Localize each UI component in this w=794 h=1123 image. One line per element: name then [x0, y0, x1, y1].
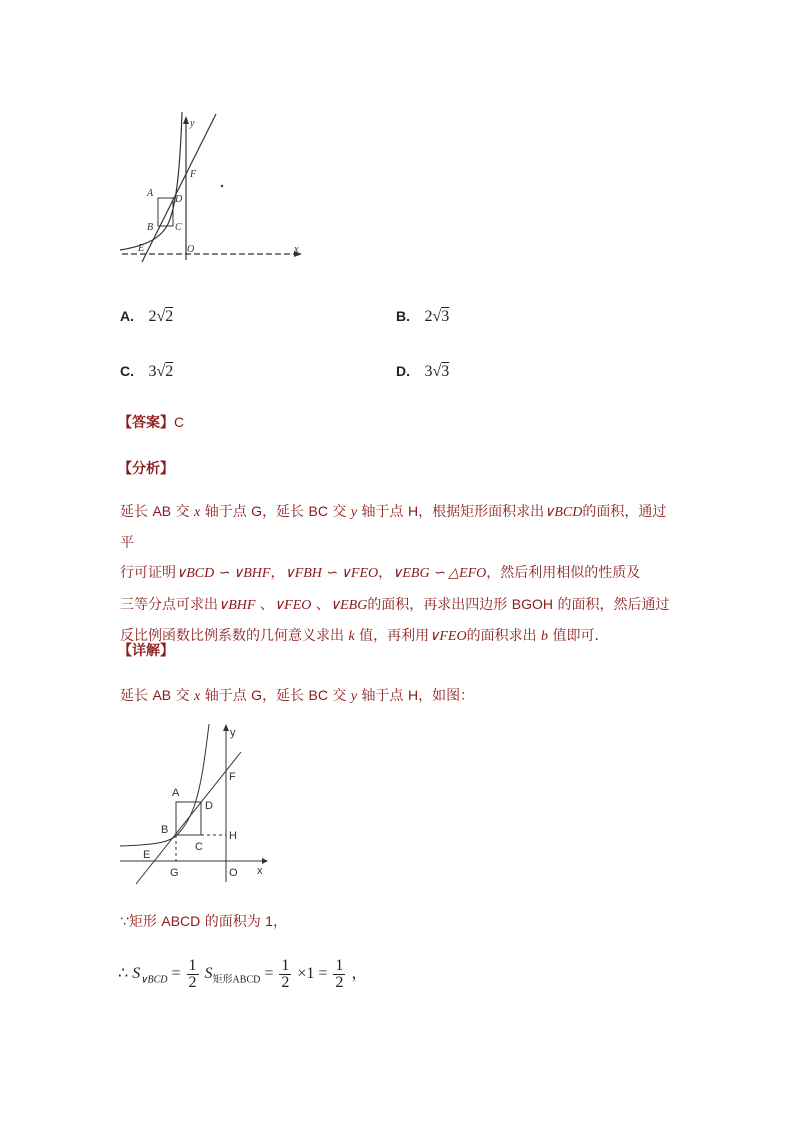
label-c: C — [195, 841, 203, 853]
label-d: D — [205, 800, 213, 812]
detail-line-1: 延长 AB 交 x 轴于点 G，延长 BC 交 y 轴于点 H，如图： — [120, 687, 475, 704]
detail-header: 【详解】 — [118, 643, 174, 659]
label-d: D — [175, 194, 183, 205]
y-axis-arrow — [223, 724, 229, 731]
option-d-value: 3√3 — [424, 363, 450, 380]
scan-dot — [221, 185, 223, 187]
option-b-letter: B. — [396, 308, 410, 324]
option-a-letter: A. — [120, 308, 134, 324]
option-c[interactable] — [120, 363, 173, 381]
label-a: A — [172, 787, 180, 799]
label-y: y — [190, 118, 195, 129]
analysis-line-3: 三等分点可求出∨BHF 、∨FEO 、∨EBG的面积，再求出四边形 BGOH 的面积，然后通过 — [120, 596, 670, 613]
option-d[interactable] — [396, 363, 449, 381]
label-a: A — [147, 188, 154, 199]
label-b: B — [147, 222, 154, 233]
analysis-line-4: 反比例函数比例系数的几何意义求出 k 值，再利用∨FEO的面积求出 b 值即可． — [120, 628, 609, 644]
therefore-symbol: ∴ — [118, 965, 129, 983]
option-a-value: 2√2 — [148, 308, 174, 325]
step-2-equation: ∴ $S_{\vee BCD}$ = $\frac{1}{2}$ $S_{矩形ABCD}$ = $\frac{1}{2}$ ×1 = $\frac{1}{2}$ ， — [118, 957, 368, 991]
option-c-value: 3√2 — [148, 363, 174, 380]
analysis-line-2: 行可证明∨BCD ∽ ∨BHF，∨FBH ∽ ∨FEO，∨EBG ∽ △EFO，然后利用相似的性质及 — [120, 565, 641, 581]
label-g: G — [170, 867, 179, 879]
option-b[interactable] — [396, 308, 449, 326]
area-subscript: ∨BCD — [140, 974, 168, 986]
answer-line — [118, 412, 184, 432]
answer-value: C — [174, 414, 185, 430]
label-y: y — [230, 727, 236, 739]
analysis-paragraph — [120, 496, 680, 652]
label-b: B — [161, 824, 169, 836]
label-x: x — [257, 865, 263, 877]
label-f: F — [229, 771, 236, 783]
label-f: F — [190, 169, 197, 180]
option-b-value: 2√3 — [424, 308, 450, 325]
option-a[interactable] — [120, 308, 173, 326]
option-d-letter: D. — [396, 363, 410, 379]
figure-1 — [116, 112, 306, 262]
area-symbol: S — [132, 965, 141, 983]
label-e: E — [138, 243, 145, 254]
analysis-header: 【分析】 — [118, 461, 174, 477]
rect-subscript: 矩形ABCD — [212, 974, 261, 986]
fraction-half-2: $\frac{1}{2}$ — [281, 957, 290, 991]
option-c-letter: C. — [120, 363, 134, 379]
line-ef — [136, 752, 241, 884]
fraction-half-1: $\frac{1}{2}$ — [188, 957, 197, 991]
answer-header: 【答案】 — [118, 415, 174, 431]
figure-2 — [116, 722, 271, 887]
rectangle-abcd — [158, 198, 173, 226]
x-axis-arrow — [262, 858, 268, 864]
step-1: ∵矩形 ABCD 的面积为 1， — [120, 913, 287, 930]
analysis-line-1: 延长 AB 交 x 轴于点 G，延长 BC 交 y 轴于点 H，根据矩形面积求出∨BCD的面积，通过平 — [120, 503, 667, 551]
label-h: H — [229, 830, 237, 842]
label-x: x — [294, 244, 299, 255]
label-o: O — [187, 244, 195, 255]
label-c: C — [175, 222, 182, 233]
label-e: E — [143, 849, 151, 861]
fraction-half-3: $\frac{1}{2}$ — [335, 957, 344, 991]
y-axis-arrow — [183, 116, 189, 124]
label-o: O — [229, 867, 238, 879]
